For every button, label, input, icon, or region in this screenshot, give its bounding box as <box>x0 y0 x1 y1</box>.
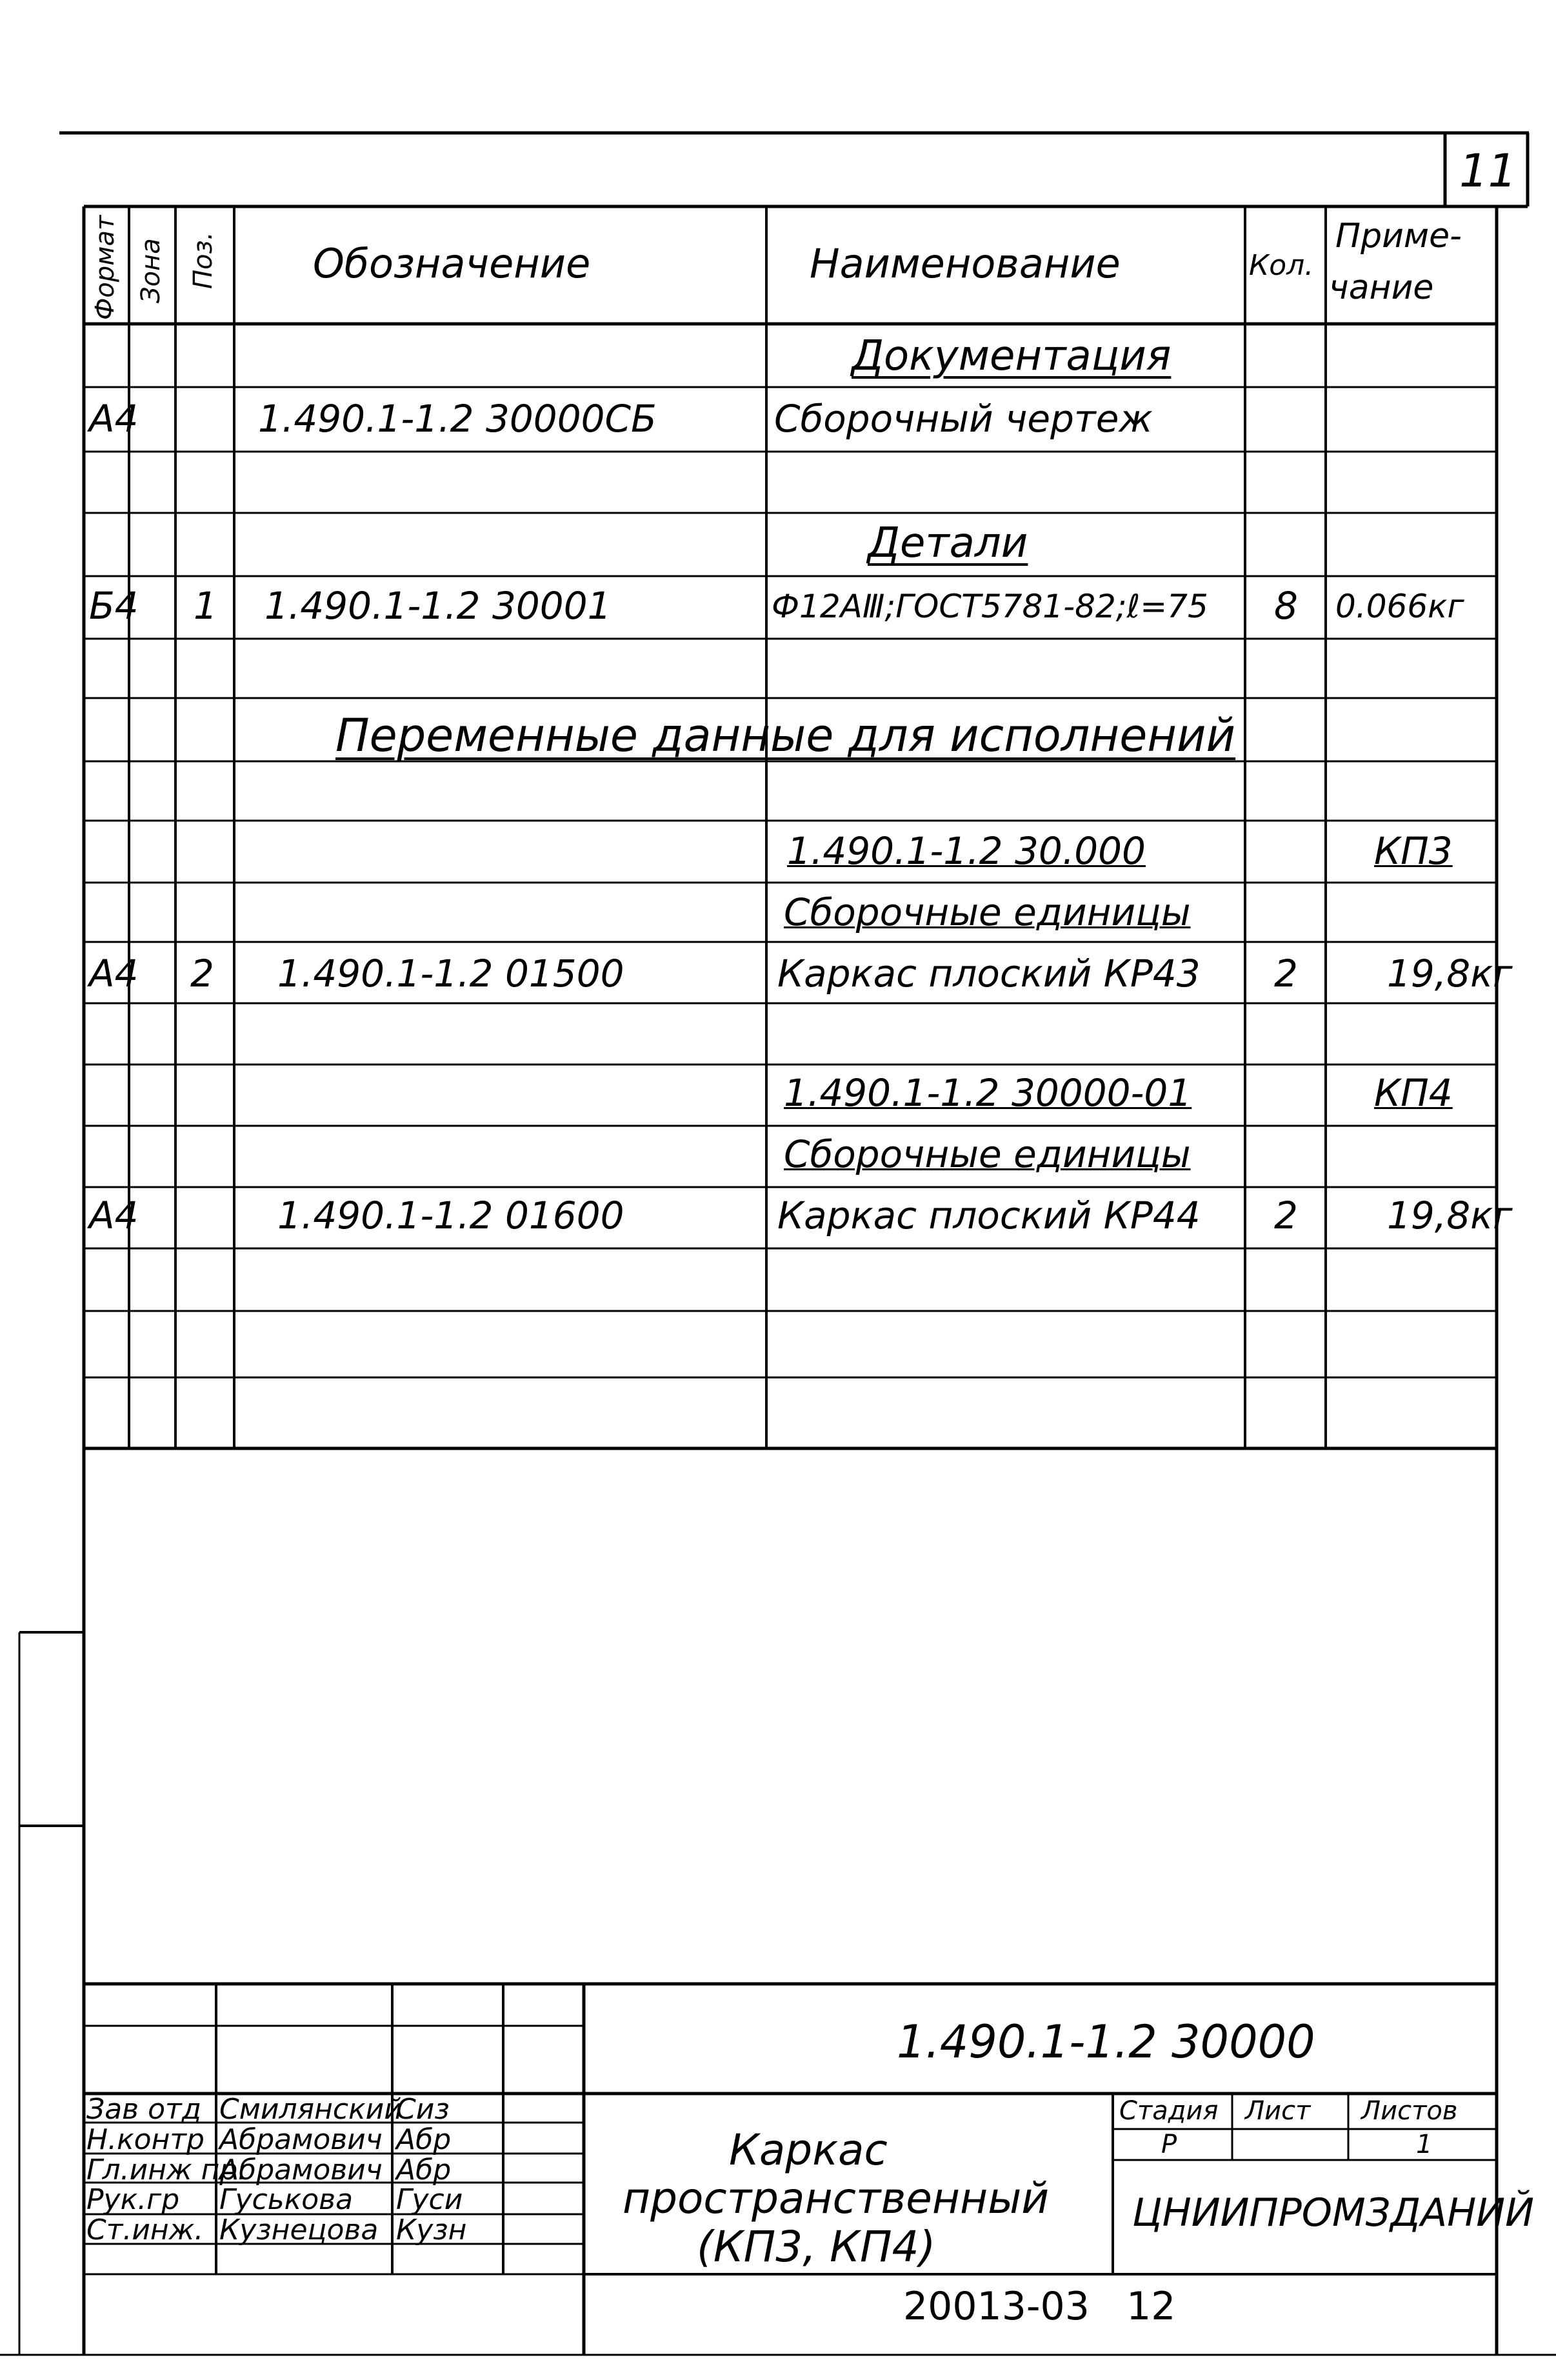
section-details: Детали <box>868 519 1028 567</box>
unit2-qty: 2 <box>1274 1194 1298 1237</box>
sheet-label: Лист <box>1245 2096 1311 2126</box>
variant1-note: КП3 <box>1374 829 1453 873</box>
unit1-note: 19,8кг <box>1387 952 1513 995</box>
organization: ЦНИИПРОМЗДАНИЙ <box>1132 2190 1535 2235</box>
detail-pos: 1 <box>194 584 217 628</box>
unit2-note: 19,8кг <box>1387 1194 1513 1237</box>
stage-value: Р <box>1161 2130 1177 2159</box>
title-block-code: 1.490.1-1.2 30000 <box>897 2015 1315 2068</box>
header-zone: Зона <box>136 238 166 303</box>
unit1-pos: 2 <box>190 952 214 995</box>
doc-format: А4 <box>89 397 139 441</box>
sign-2: Абр <box>396 2154 452 2186</box>
detail-designation: 1.490.1-1.2 30001 <box>264 584 612 628</box>
stage-label: Стадия <box>1119 2096 1219 2126</box>
variant2-note: КП4 <box>1374 1071 1453 1115</box>
sign-0: Сиз <box>396 2093 450 2126</box>
section-variable-data: Переменные данные для исполнений <box>335 709 1236 762</box>
header-designation: Обозначение <box>313 240 591 287</box>
variant1-name: 1.490.1-1.2 30.000 <box>787 829 1146 873</box>
detail-note: 0.066кг <box>1335 588 1464 625</box>
detail-format: Б4 <box>89 584 139 628</box>
doc-name: Сборочный чертеж <box>774 397 1153 441</box>
detail-name: Ф12АⅢ;ГОСТ5781-82;ℓ=75 <box>772 588 1208 625</box>
sign-4: Кузн <box>396 2214 467 2246</box>
footer-number: 20013-03 12 <box>903 2284 1176 2329</box>
name-4: Кузнецова <box>219 2214 379 2246</box>
unit1-format: А4 <box>89 952 139 995</box>
unit2-format: А4 <box>89 1194 139 1237</box>
header-pos: Поз. <box>188 232 218 289</box>
header-name: Наименование <box>810 240 1121 287</box>
title-line-1: Каркас <box>729 2125 888 2175</box>
unit2-name: Каркас плоский КР44 <box>777 1194 1201 1237</box>
role-4: Ст.инж. <box>86 2214 204 2246</box>
sheets-label: Листов <box>1361 2096 1458 2126</box>
doc-designation: 1.490.1-1.2 30000СБ <box>258 397 657 441</box>
unit1-name: Каркас плоский КР43 <box>777 952 1201 995</box>
role-1: Н.контр <box>86 2123 204 2156</box>
sign-1: Абр <box>396 2123 452 2156</box>
assembly-units-1: Сборочные единицы <box>784 890 1191 934</box>
role-2: Гл.инж пр. <box>86 2154 247 2186</box>
section-documentation: Документация <box>852 332 1172 380</box>
sheets-value: 1 <box>1416 2130 1433 2159</box>
detail-qty: 8 <box>1274 584 1298 628</box>
sheet-number: 11 <box>1459 145 1517 197</box>
header-note-line2: чание <box>1329 268 1434 307</box>
role-0: Зав отд <box>86 2093 202 2126</box>
unit2-designation: 1.490.1-1.2 01600 <box>277 1194 624 1237</box>
header-note-line1: Приме- <box>1335 217 1462 255</box>
unit1-qty: 2 <box>1274 952 1298 995</box>
name-0: Смилянский <box>219 2093 403 2126</box>
header-format: Формат <box>90 215 120 320</box>
name-3: Гуськова <box>219 2183 354 2216</box>
sign-3: Гуси <box>396 2183 463 2216</box>
header-qty: Кол. <box>1249 249 1314 282</box>
name-1: Абрамович <box>219 2123 383 2156</box>
role-3: Рук.гр <box>86 2183 180 2216</box>
name-2: Абрамович <box>219 2154 383 2186</box>
title-line-2: пространственный <box>623 2174 1050 2223</box>
unit1-designation: 1.490.1-1.2 01500 <box>277 952 624 995</box>
title-line-3: (КП3, КП4) <box>697 2222 936 2272</box>
variant2-name: 1.490.1-1.2 30000-01 <box>784 1071 1192 1115</box>
assembly-units-2: Сборочные единицы <box>784 1132 1191 1176</box>
